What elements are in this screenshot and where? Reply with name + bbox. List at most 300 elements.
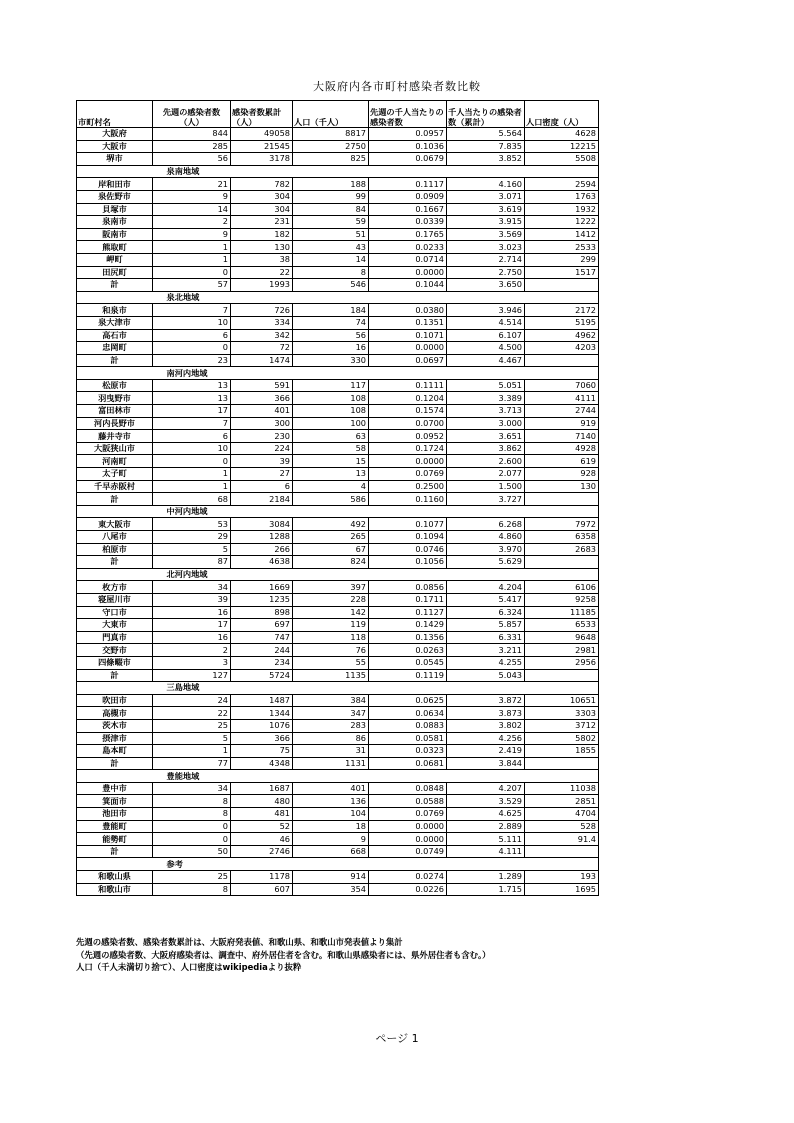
cell-cumulative: 39 [231, 455, 293, 468]
cell-population: 86 [293, 732, 369, 745]
cell-last-week: 57 [153, 279, 231, 292]
cell-last-week-per-k: 0.0000 [369, 455, 447, 468]
table-row [77, 241, 599, 254]
table-row [77, 140, 599, 153]
cell-name: 大阪狭山市 [77, 442, 153, 455]
cell-last-week: 25 [153, 871, 231, 884]
cell-cum-per-k: 6.324 [447, 606, 525, 619]
cell-cum-per-k: 4.500 [447, 342, 525, 355]
cell-cum-per-k: 4.111 [447, 845, 525, 858]
cell-population: 84 [293, 203, 369, 216]
cell-cum-per-k: 3.802 [447, 719, 525, 732]
cell-cumulative: 300 [231, 417, 293, 430]
cell-density: 3303 [525, 707, 599, 720]
region-blank-cell [231, 770, 599, 783]
cell-density: 1855 [525, 745, 599, 758]
cell-population: 265 [293, 531, 369, 544]
cell-density: 9258 [525, 593, 599, 606]
cell-cum-per-k: 3.071 [447, 190, 525, 203]
cell-name: 田尻町 [77, 266, 153, 279]
cell-density: 5195 [525, 316, 599, 329]
cell-cumulative: 4348 [231, 757, 293, 770]
cell-last-week-per-k: 0.1044 [369, 279, 447, 292]
cell-population: 8817 [293, 128, 369, 141]
cell-cumulative: 1344 [231, 707, 293, 720]
cell-cumulative: 1288 [231, 531, 293, 544]
cell-cumulative: 1487 [231, 694, 293, 707]
cell-name: 河内長野市 [77, 417, 153, 430]
cell-name: 計 [77, 556, 153, 569]
header-population: 人口（千人） [293, 101, 369, 128]
cell-last-week-per-k: 0.0957 [369, 128, 447, 141]
table-row [77, 518, 599, 531]
cell-name: 計 [77, 279, 153, 292]
cell-last-week: 0 [153, 833, 231, 846]
cell-cumulative: 3084 [231, 518, 293, 531]
cell-last-week: 2 [153, 216, 231, 229]
cell-cumulative: 342 [231, 329, 293, 342]
cell-cumulative: 21545 [231, 140, 293, 153]
cell-last-week: 9 [153, 190, 231, 203]
region-label: 泉北地域 [153, 291, 231, 304]
cell-name: 計 [77, 493, 153, 506]
cell-last-week-per-k: 0.0380 [369, 304, 447, 317]
cell-population: 142 [293, 606, 369, 619]
region-row [77, 165, 599, 178]
cell-population: 354 [293, 883, 369, 896]
table-row [77, 833, 599, 846]
header-row [77, 101, 599, 128]
cell-density: 10651 [525, 694, 599, 707]
cell-cumulative: 1993 [231, 279, 293, 292]
region-label: 泉南地域 [153, 165, 231, 178]
table-row [77, 732, 599, 745]
cell-density: 4628 [525, 128, 599, 141]
cell-cum-per-k: 3.873 [447, 707, 525, 720]
cell-cum-per-k: 3.872 [447, 694, 525, 707]
cell-cum-per-k: 5.051 [447, 379, 525, 392]
region-blank-cell [77, 291, 153, 304]
cell-name: 計 [77, 354, 153, 367]
region-blank-cell [77, 568, 153, 581]
cell-last-week: 68 [153, 493, 231, 506]
cell-name: 阪南市 [77, 228, 153, 241]
table-row [77, 354, 599, 367]
cell-name: 松原市 [77, 379, 153, 392]
cell-last-week-per-k: 0.1111 [369, 379, 447, 392]
cell-last-week: 50 [153, 845, 231, 858]
cell-name: 豊中市 [77, 782, 153, 795]
cell-cum-per-k: 6.107 [447, 329, 525, 342]
cell-cum-per-k: 3.844 [447, 757, 525, 770]
table-row [77, 531, 599, 544]
cell-cum-per-k: 1.715 [447, 883, 525, 896]
cell-cumulative: 2746 [231, 845, 293, 858]
cell-cum-per-k: 3.211 [447, 644, 525, 657]
cell-population: 668 [293, 845, 369, 858]
cell-last-week: 0 [153, 820, 231, 833]
cell-last-week: 14 [153, 203, 231, 216]
cell-last-week-per-k: 0.1056 [369, 556, 447, 569]
region-label: 中河内地域 [153, 505, 231, 518]
cell-population: 4 [293, 480, 369, 493]
table-row [77, 656, 599, 669]
cell-name: 吹田市 [77, 694, 153, 707]
table-row [77, 795, 599, 808]
region-blank-cell [77, 505, 153, 518]
cell-cumulative: 1474 [231, 354, 293, 367]
cell-last-week-per-k: 0.1351 [369, 316, 447, 329]
cell-population: 67 [293, 543, 369, 556]
cell-last-week-per-k: 0.0545 [369, 656, 447, 669]
header-name: 市町村名 [77, 101, 153, 128]
cell-last-week-per-k: 0.0000 [369, 342, 447, 355]
table-row [77, 304, 599, 317]
cell-name: 富田林市 [77, 405, 153, 418]
table-row [77, 203, 599, 216]
cell-population: 397 [293, 581, 369, 594]
cell-last-week-per-k: 0.1765 [369, 228, 447, 241]
cell-cum-per-k: 2.419 [447, 745, 525, 758]
cell-cum-per-k: 3.619 [447, 203, 525, 216]
cell-last-week-per-k: 0.1077 [369, 518, 447, 531]
region-row [77, 505, 599, 518]
cell-cumulative: 1178 [231, 871, 293, 884]
region-blank-cell [77, 770, 153, 783]
cell-last-week-per-k: 0.1094 [369, 531, 447, 544]
cell-density: 928 [525, 468, 599, 481]
infection-table [76, 100, 599, 896]
cell-cum-per-k: 2.077 [447, 468, 525, 481]
cell-name: 計 [77, 845, 153, 858]
cell-cumulative: 480 [231, 795, 293, 808]
cell-last-week-per-k: 0.1711 [369, 593, 447, 606]
cell-last-week: 127 [153, 669, 231, 682]
cell-cum-per-k: 5.111 [447, 833, 525, 846]
page-title: 大阪府内各市町村感染者数比較 [313, 80, 481, 93]
cell-name: 岸和田市 [77, 178, 153, 191]
table-row [77, 871, 599, 884]
table-row [77, 468, 599, 481]
cell-cumulative: 1235 [231, 593, 293, 606]
cell-density [525, 279, 599, 292]
cell-last-week-per-k: 0.1119 [369, 669, 447, 682]
cell-cum-per-k: 4.467 [447, 354, 525, 367]
cell-density: 1763 [525, 190, 599, 203]
cell-density: 3712 [525, 719, 599, 732]
cell-density: 1517 [525, 266, 599, 279]
region-blank-cell [231, 505, 599, 518]
cell-cumulative: 4638 [231, 556, 293, 569]
cell-density: 2594 [525, 178, 599, 191]
cell-last-week-per-k: 0.1429 [369, 619, 447, 632]
cell-name: 和歌山市 [77, 883, 153, 896]
cell-last-week: 10 [153, 316, 231, 329]
cell-density: 1695 [525, 883, 599, 896]
cell-population: 59 [293, 216, 369, 229]
cell-name: 泉南市 [77, 216, 153, 229]
cell-cum-per-k: 3.970 [447, 543, 525, 556]
cell-cum-per-k: 3.000 [447, 417, 525, 430]
cell-cum-per-k: 6.331 [447, 631, 525, 644]
cell-name: 大阪府 [77, 128, 153, 141]
cell-cumulative: 304 [231, 190, 293, 203]
cell-population: 283 [293, 719, 369, 732]
cell-population: 43 [293, 241, 369, 254]
cell-density: 12215 [525, 140, 599, 153]
cell-density: 2851 [525, 795, 599, 808]
cell-last-week: 10 [153, 442, 231, 455]
cell-density: 4928 [525, 442, 599, 455]
cell-last-week: 6 [153, 329, 231, 342]
cell-last-week-per-k: 0.0323 [369, 745, 447, 758]
cell-density: 130 [525, 480, 599, 493]
note-line: 先週の感染者数、感染者数累計は、大阪府発表値、和歌山県、和歌山市発表値より集計 [76, 937, 403, 947]
cell-density: 4111 [525, 392, 599, 405]
cell-last-week-per-k: 0.1117 [369, 178, 447, 191]
region-blank-cell [231, 682, 599, 695]
cell-density: 1412 [525, 228, 599, 241]
table-row [77, 266, 599, 279]
cell-population: 1131 [293, 757, 369, 770]
cell-cumulative: 481 [231, 808, 293, 821]
cell-cumulative: 366 [231, 392, 293, 405]
cell-last-week: 9 [153, 228, 231, 241]
header-last-week-per-k: 先週の千人当たりの感染者数 [369, 101, 447, 128]
cell-population: 104 [293, 808, 369, 821]
cell-last-week-per-k: 0.0679 [369, 153, 447, 166]
cell-last-week-per-k: 0.0226 [369, 883, 447, 896]
cell-density: 11185 [525, 606, 599, 619]
cell-name: 能勢町 [77, 833, 153, 846]
cell-last-week: 13 [153, 379, 231, 392]
cell-last-week: 8 [153, 883, 231, 896]
cell-cumulative: 1669 [231, 581, 293, 594]
cell-population: 15 [293, 455, 369, 468]
region-blank-cell [231, 858, 599, 871]
notes [76, 936, 491, 974]
cell-name: 太子町 [77, 468, 153, 481]
cell-cumulative: 697 [231, 619, 293, 632]
cell-name: 茨木市 [77, 719, 153, 732]
table-row [77, 644, 599, 657]
cell-density: 6358 [525, 531, 599, 544]
table-row [77, 719, 599, 732]
cell-name: 和泉市 [77, 304, 153, 317]
cell-last-week-per-k: 0.0848 [369, 782, 447, 795]
cell-last-week-per-k: 0.0714 [369, 253, 447, 266]
cell-last-week-per-k: 0.0769 [369, 468, 447, 481]
cell-cum-per-k: 4.160 [447, 178, 525, 191]
cell-population: 9 [293, 833, 369, 846]
cell-last-week: 844 [153, 128, 231, 141]
cell-last-week: 24 [153, 694, 231, 707]
cell-last-week-per-k: 0.1724 [369, 442, 447, 455]
table-row [77, 153, 599, 166]
table-row [77, 808, 599, 821]
cell-population: 824 [293, 556, 369, 569]
cell-cum-per-k: 3.727 [447, 493, 525, 506]
cell-population: 330 [293, 354, 369, 367]
cell-cumulative: 38 [231, 253, 293, 266]
cell-density: 2533 [525, 241, 599, 254]
cell-name: 箕面市 [77, 795, 153, 808]
header-last-week: 先週の感染者数（人） [153, 101, 231, 128]
cell-population: 31 [293, 745, 369, 758]
table-row [77, 694, 599, 707]
cell-population: 99 [293, 190, 369, 203]
cell-last-week-per-k: 0.0000 [369, 266, 447, 279]
cell-cum-per-k: 5.564 [447, 128, 525, 141]
cell-last-week-per-k: 0.0263 [369, 644, 447, 657]
cell-name: 計 [77, 757, 153, 770]
cell-cumulative: 898 [231, 606, 293, 619]
cell-name: 羽曳野市 [77, 392, 153, 405]
cell-population: 55 [293, 656, 369, 669]
cell-cum-per-k: 4.255 [447, 656, 525, 669]
cell-density: 2172 [525, 304, 599, 317]
table-row [77, 379, 599, 392]
cell-cumulative: 591 [231, 379, 293, 392]
cell-density: 299 [525, 253, 599, 266]
cell-name: 大阪市 [77, 140, 153, 153]
region-row [77, 568, 599, 581]
table-row [77, 782, 599, 795]
cell-cum-per-k: 4.860 [447, 531, 525, 544]
cell-population: 2750 [293, 140, 369, 153]
cell-cum-per-k: 4.514 [447, 316, 525, 329]
cell-density: 5802 [525, 732, 599, 745]
cell-last-week: 1 [153, 745, 231, 758]
note-line: （先週の感染者数、大阪府感染者は、調査中、府外居住者を含む。和歌山県感染者には、県外居住者も含む。） [76, 949, 491, 960]
cell-last-week: 21 [153, 178, 231, 191]
cell-name: 高槻市 [77, 707, 153, 720]
cell-cum-per-k: 4.256 [447, 732, 525, 745]
cell-name: 藤井寺市 [77, 430, 153, 443]
table-row [77, 455, 599, 468]
cell-last-week-per-k: 0.0746 [369, 543, 447, 556]
cell-cum-per-k: 4.207 [447, 782, 525, 795]
cell-population: 586 [293, 493, 369, 506]
cell-last-week: 77 [153, 757, 231, 770]
cell-population: 108 [293, 405, 369, 418]
cell-population: 119 [293, 619, 369, 632]
cell-population: 401 [293, 782, 369, 795]
cell-cumulative: 782 [231, 178, 293, 191]
cell-density: 528 [525, 820, 599, 833]
cell-density: 2981 [525, 644, 599, 657]
cell-cumulative: 747 [231, 631, 293, 644]
cell-cumulative: 72 [231, 342, 293, 355]
cell-last-week: 53 [153, 518, 231, 531]
cell-cumulative: 224 [231, 442, 293, 455]
region-label: 南河内地域 [153, 367, 231, 380]
cell-last-week: 16 [153, 631, 231, 644]
cell-density: 2956 [525, 656, 599, 669]
cell-density: 4704 [525, 808, 599, 821]
cell-last-week-per-k: 0.2500 [369, 480, 447, 493]
table-row [77, 669, 599, 682]
cell-density: 7140 [525, 430, 599, 443]
cell-last-week: 34 [153, 581, 231, 594]
cell-name: 高石市 [77, 329, 153, 342]
cell-cum-per-k: 5.629 [447, 556, 525, 569]
header-cum-per-k: 千人当たりの感染者数（累計） [447, 101, 525, 128]
region-blank-cell [231, 367, 599, 380]
cell-name: 計 [77, 669, 153, 682]
cell-population: 100 [293, 417, 369, 430]
table-row [77, 228, 599, 241]
cell-last-week: 29 [153, 531, 231, 544]
cell-last-week-per-k: 0.1574 [369, 405, 447, 418]
cell-cum-per-k: 7.835 [447, 140, 525, 153]
table-row [77, 342, 599, 355]
region-blank-cell [231, 568, 599, 581]
cell-last-week: 6 [153, 430, 231, 443]
cell-population: 492 [293, 518, 369, 531]
table-row [77, 757, 599, 770]
cell-name: 熊取町 [77, 241, 153, 254]
cell-cum-per-k: 3.023 [447, 241, 525, 254]
cell-density: 7972 [525, 518, 599, 531]
cell-last-week: 1 [153, 468, 231, 481]
cell-name: 千早赤阪村 [77, 480, 153, 493]
cell-cum-per-k: 5.857 [447, 619, 525, 632]
region-blank-cell [231, 291, 599, 304]
cell-last-week-per-k: 0.0274 [369, 871, 447, 884]
table-body [77, 128, 599, 896]
cell-density: 4962 [525, 329, 599, 342]
table-row [77, 128, 599, 141]
cell-last-week: 17 [153, 619, 231, 632]
cell-name: 泉大津市 [77, 316, 153, 329]
cell-population: 825 [293, 153, 369, 166]
region-blank-cell [77, 367, 153, 380]
cell-cum-per-k: 3.946 [447, 304, 525, 317]
table-row [77, 631, 599, 644]
cell-cumulative: 366 [231, 732, 293, 745]
cell-population: 117 [293, 379, 369, 392]
cell-density [525, 493, 599, 506]
cell-name: 堺市 [77, 153, 153, 166]
cell-cumulative: 1076 [231, 719, 293, 732]
cell-cumulative: 230 [231, 430, 293, 443]
cell-cum-per-k: 3.389 [447, 392, 525, 405]
table-row [77, 442, 599, 455]
region-label: 参考 [153, 858, 231, 871]
cell-last-week-per-k: 0.1071 [369, 329, 447, 342]
cell-last-week-per-k: 0.1036 [369, 140, 447, 153]
cell-last-week: 13 [153, 392, 231, 405]
region-blank-cell [231, 165, 599, 178]
cell-last-week: 17 [153, 405, 231, 418]
cell-last-week-per-k: 0.0000 [369, 833, 447, 846]
cell-last-week-per-k: 0.1160 [369, 493, 447, 506]
table-row [77, 430, 599, 443]
table-row [77, 405, 599, 418]
cell-density: 919 [525, 417, 599, 430]
cell-name: 忠岡町 [77, 342, 153, 355]
cell-density: 2744 [525, 405, 599, 418]
cell-cum-per-k: 3.651 [447, 430, 525, 443]
cell-density [525, 354, 599, 367]
cell-cum-per-k: 2.750 [447, 266, 525, 279]
cell-population: 136 [293, 795, 369, 808]
cell-last-week-per-k: 0.0581 [369, 732, 447, 745]
cell-population: 188 [293, 178, 369, 191]
cell-density: 1222 [525, 216, 599, 229]
cell-cum-per-k: 6.268 [447, 518, 525, 531]
